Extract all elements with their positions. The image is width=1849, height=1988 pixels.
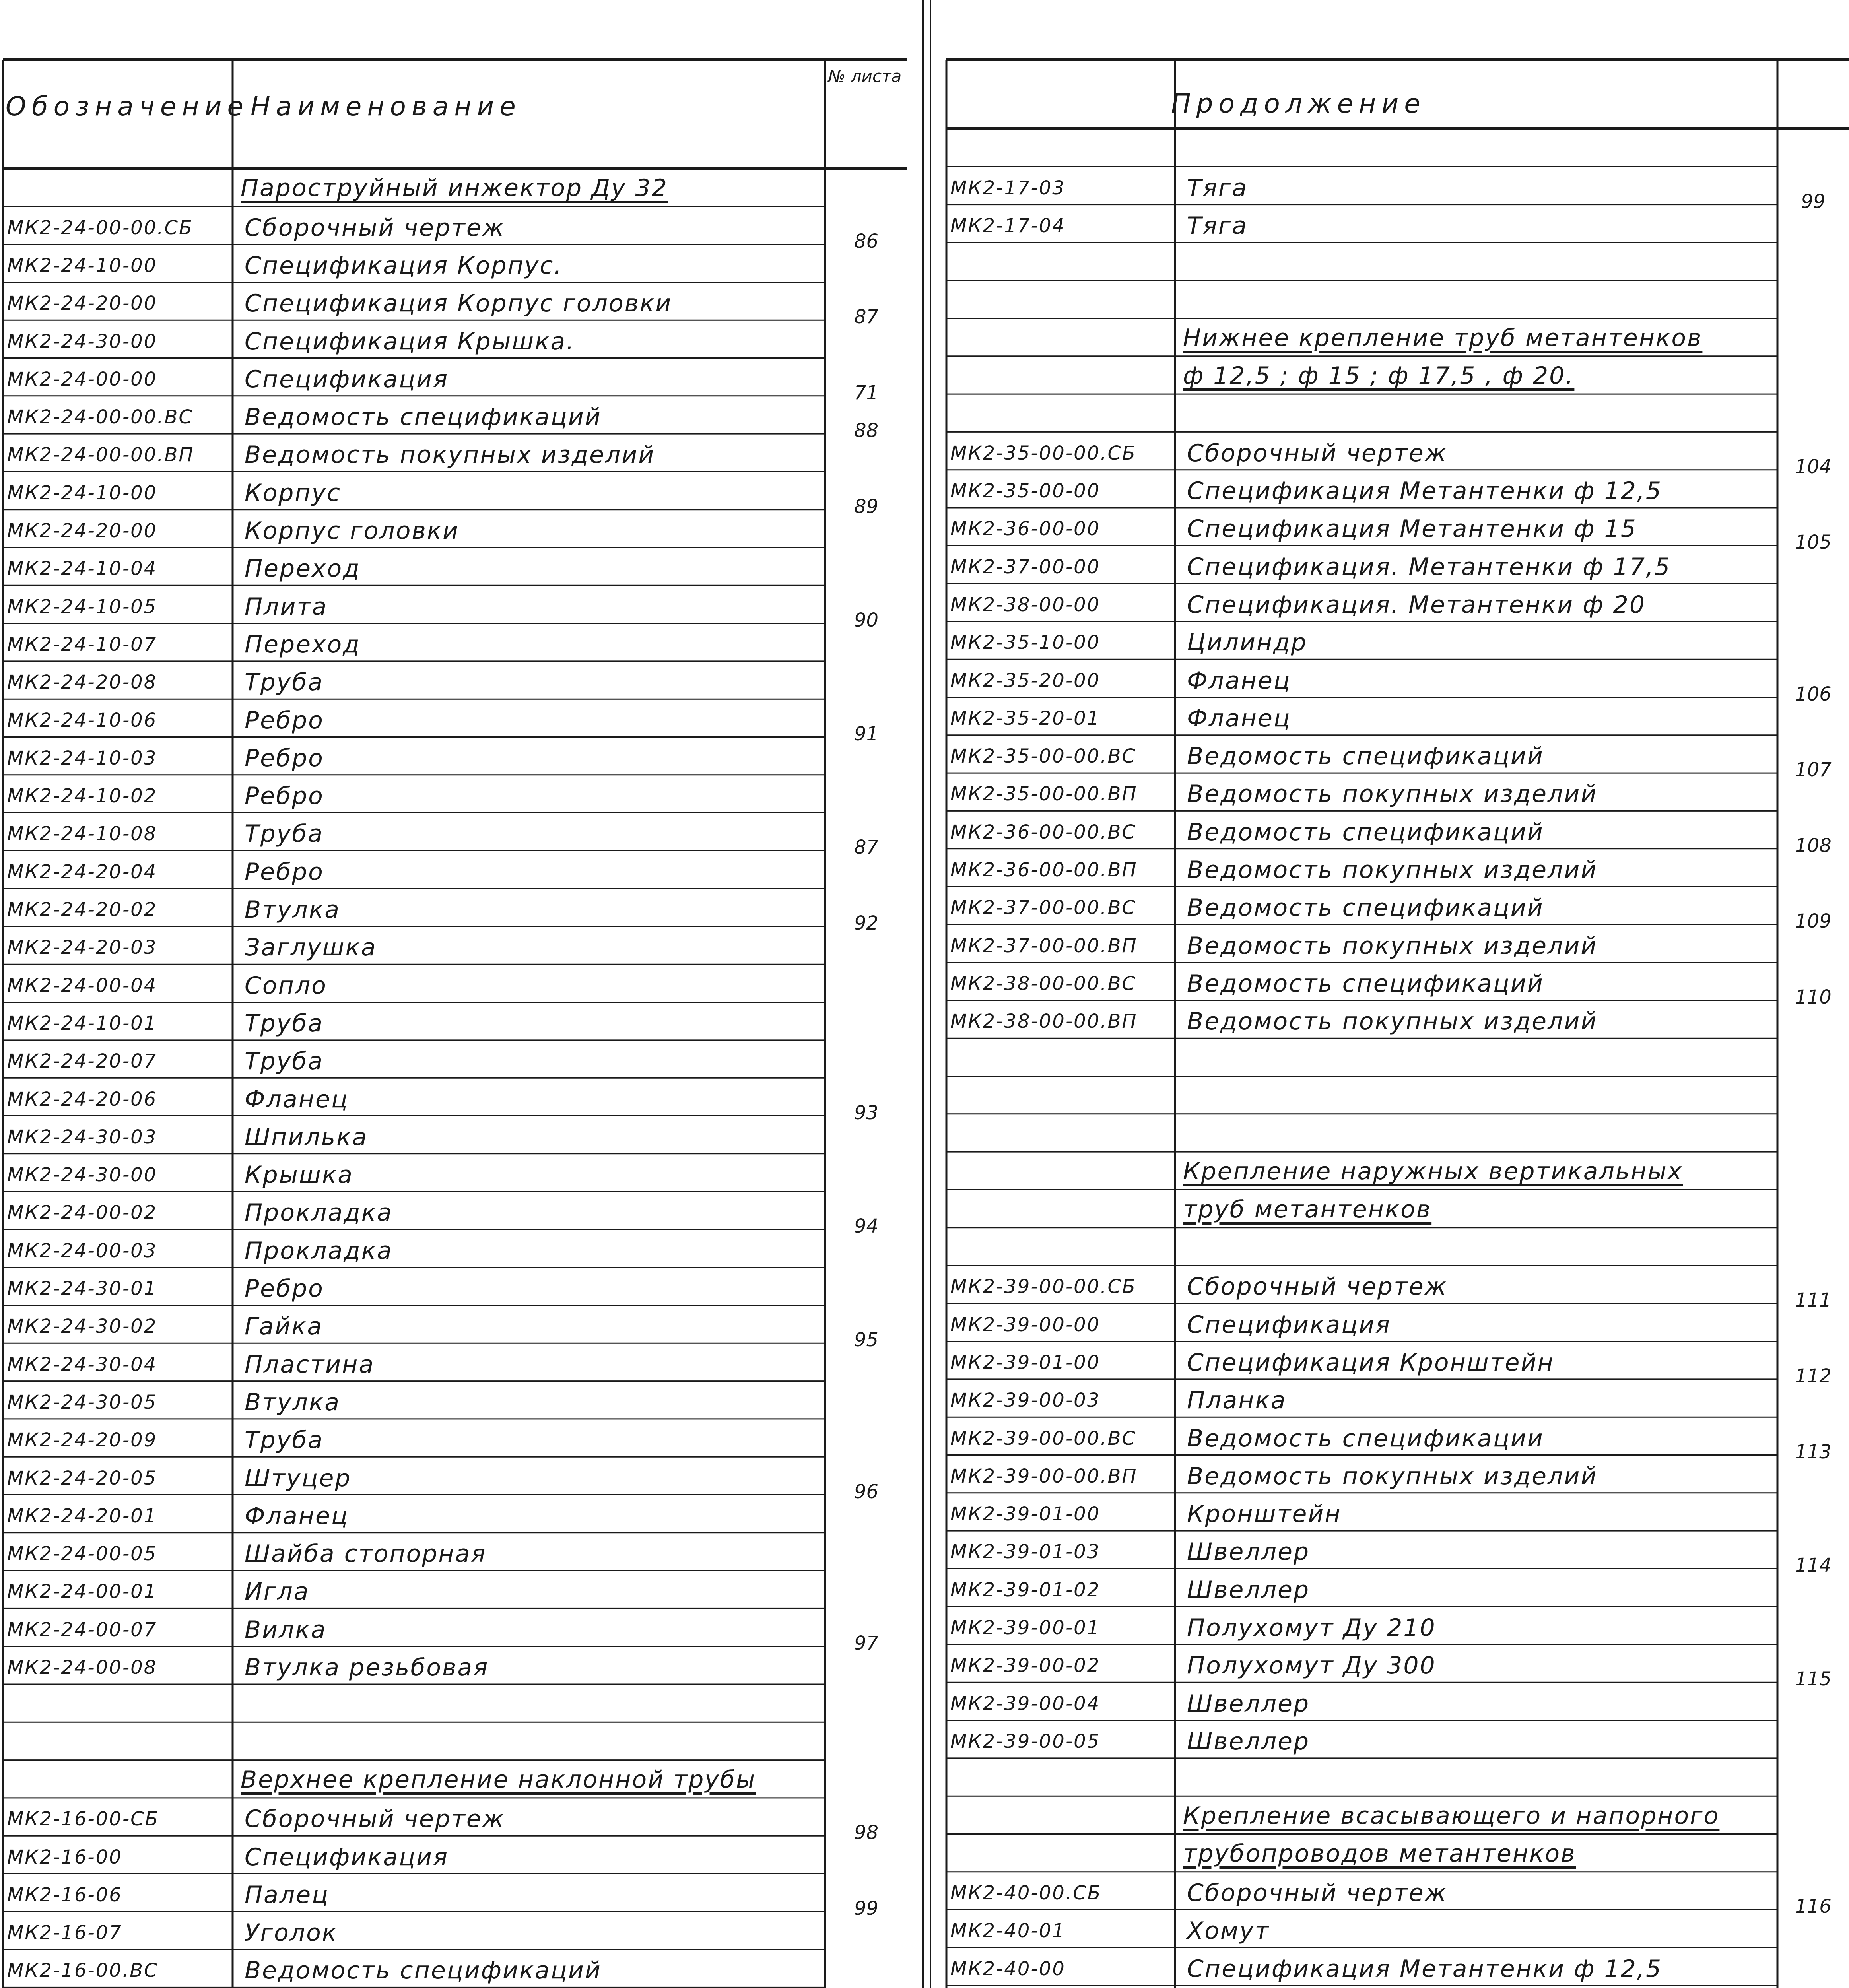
name-cell: Спецификация Кронштейн	[1187, 1348, 1554, 1376]
designation-cell: МК2-24-10-01	[7, 1012, 157, 1035]
designation-cell: МК2-24-00-05	[7, 1543, 157, 1565]
name-cell: Сборочный чертеж	[245, 1805, 505, 1833]
section-heading: трубопроводов метантенков	[1183, 1839, 1576, 1868]
section-heading: Крепление наружных вертикальных	[1183, 1157, 1683, 1186]
name-cell: Сборочный чертеж	[1187, 439, 1447, 467]
name-cell: Корпус	[245, 479, 342, 507]
designation-cell: МК2-39-00-03	[950, 1389, 1101, 1412]
name-cell: Игла	[245, 1578, 310, 1606]
name-cell: Ведомость спецификаций	[1187, 894, 1544, 922]
sheet-number-cell: 90	[854, 609, 879, 631]
sheet-number-cell: 93	[854, 1101, 879, 1124]
designation-cell: МК2-24-00-07	[7, 1618, 157, 1641]
name-cell: Сопло	[245, 971, 327, 1000]
name-cell: Крышка	[245, 1161, 353, 1189]
name-cell: Ведомость спецификации	[1187, 1424, 1544, 1452]
designation-cell: МК2-39-01-02	[950, 1578, 1101, 1601]
designation-cell: МК2-36-00-00.ВП	[950, 859, 1138, 881]
designation-cell: МК2-39-00-04	[950, 1692, 1101, 1715]
name-cell: Кронштейн	[1187, 1500, 1342, 1528]
name-cell: Уголок	[245, 1919, 338, 1947]
designation-cell: МК2-37-00-00.ВС	[950, 897, 1136, 919]
name-cell: Планка	[1187, 1386, 1287, 1415]
name-cell: Втулка	[245, 896, 340, 924]
name-cell: Втулка резьбовая	[245, 1654, 489, 1681]
designation-cell: МК2-35-00-00.ВП	[950, 783, 1138, 806]
name-cell: Спецификация Метантенки ф 12,5	[1187, 477, 1663, 505]
name-cell: Ведомость спецификаций	[245, 1957, 602, 1985]
designation-cell: МК2-24-10-05	[7, 595, 157, 618]
name-cell: Швеллер	[1187, 1727, 1310, 1755]
designation-cell: МК2-24-20-00	[7, 520, 157, 542]
designation-cell: МК2-35-20-01	[950, 707, 1101, 730]
designation-cell: МК2-24-10-00	[7, 481, 157, 504]
designation-cell: МК2-24-30-05	[7, 1391, 157, 1413]
name-cell: Фланец	[1187, 704, 1291, 732]
designation-cell: МК2-35-10-00	[950, 631, 1101, 654]
sheet-number-cell: 98	[854, 1821, 879, 1844]
designation-cell: МК2-36-00-00	[950, 518, 1101, 540]
sheet-number-cell: 107	[1795, 759, 1832, 781]
name-cell: Ведомость спецификаций	[1187, 818, 1544, 846]
designation-cell: МК2-40-00.СБ	[950, 1882, 1102, 1905]
name-cell: Спецификация	[1187, 1310, 1391, 1339]
designation-cell: МК2-24-30-02	[7, 1315, 157, 1338]
designation-cell: МК2-24-00-00.СБ	[7, 216, 193, 239]
name-cell: Пластина	[245, 1350, 375, 1378]
sheet-number-cell: 99	[1801, 190, 1826, 213]
designation-cell: МК2-24-20-01	[7, 1505, 157, 1527]
designation-cell: МК2-16-00.ВС	[7, 1959, 159, 1982]
name-cell: Ведомость покупных изделий	[1187, 1008, 1598, 1036]
designation-cell: МК2-24-10-06	[7, 709, 157, 732]
name-cell: Швеллер	[1187, 1538, 1310, 1566]
name-cell: Спецификация	[245, 365, 449, 393]
designation-cell: МК2-24-00-03	[7, 1239, 157, 1262]
sheet-number-cell: 106	[1795, 683, 1832, 705]
designation-cell: МК2-17-03	[950, 177, 1066, 199]
name-cell: Переход	[245, 630, 361, 658]
sheet-number-cell: 110	[1795, 986, 1832, 1008]
sheet-number-cell: 86	[854, 230, 879, 252]
designation-cell: МК2-39-00-00.СБ	[950, 1276, 1136, 1298]
designation-cell: МК2-24-00-01	[7, 1580, 157, 1603]
designation-cell: МК2-39-00-02	[950, 1654, 1101, 1677]
name-cell: Спецификация. Метантенки ф 20	[1187, 590, 1646, 619]
designation-cell: МК2-24-30-00	[7, 330, 157, 353]
name-cell: Корпус головки	[245, 517, 460, 545]
designation-cell: МК2-39-00-00.ВП	[950, 1465, 1138, 1487]
section-heading: Верхнее крепление наклонной трубы	[241, 1765, 756, 1794]
name-cell: Труба	[245, 668, 324, 697]
name-cell: Сборочный чертеж	[245, 214, 505, 242]
name-cell: Гайка	[245, 1312, 323, 1341]
name-cell: Ведомость покупных изделий	[245, 441, 655, 469]
name-cell: Плита	[245, 592, 328, 621]
sheet-number-cell: 112	[1795, 1365, 1832, 1387]
designation-cell: МК2-39-01-03	[950, 1541, 1101, 1563]
designation-cell: МК2-24-20-05	[7, 1467, 157, 1489]
designation-cell: МК2-24-20-06	[7, 1088, 157, 1110]
name-cell: Палец	[245, 1881, 329, 1909]
designation-cell: МК2-24-00-00.ВП	[7, 444, 194, 466]
designation-cell: МК2-39-00-00	[950, 1313, 1101, 1336]
name-cell: Тяга	[1187, 174, 1248, 202]
designation-cell: МК2-24-20-09	[7, 1429, 157, 1452]
name-cell: Спецификация Крышка.	[245, 327, 575, 355]
designation-cell: МК2-24-30-01	[7, 1277, 157, 1300]
sheet-number-cell: 89	[854, 495, 879, 518]
name-cell: Спецификация	[245, 1843, 449, 1871]
sheet-number-cell: 113	[1795, 1441, 1832, 1463]
designation-cell: МК2-38-00-00.ВП	[950, 1010, 1138, 1033]
designation-cell: МК2-24-00-08	[7, 1656, 157, 1679]
designation-cell: МК2-24-10-03	[7, 747, 157, 769]
sheet-number-cell: 111	[1795, 1289, 1832, 1312]
sheet-number-cell: 115	[1795, 1668, 1832, 1691]
sheet-number-cell: 87	[854, 306, 879, 328]
name-cell: Швеллер	[1187, 1576, 1310, 1604]
name-cell: Ведомость покупных изделий	[1187, 856, 1598, 884]
name-cell: Фланец	[1187, 666, 1291, 695]
name-cell: Цилиндр	[1187, 629, 1307, 657]
name-cell: Спецификация Корпус головки	[245, 289, 672, 318]
designation-cell: МК2-16-00-СБ	[7, 1808, 159, 1831]
designation-cell: МК2-35-00-00.СБ	[950, 442, 1136, 464]
designation-cell: МК2-38-00-00	[950, 593, 1101, 616]
designation-cell: МК2-35-00-00.ВС	[950, 745, 1136, 768]
name-cell: Шпилька	[245, 1123, 368, 1151]
name-cell: Труба	[245, 1426, 324, 1454]
sheet-number-cell: 105	[1795, 531, 1832, 554]
designation-cell: МК2-40-00	[950, 1957, 1066, 1980]
name-cell: Переход	[245, 555, 361, 583]
header-continuation: Продолжение	[1171, 88, 1426, 119]
sheet-number-cell: 96	[854, 1480, 879, 1503]
name-cell: Спецификация Метантенки ф 15	[1187, 515, 1637, 543]
name-cell: Сборочный чертеж	[1187, 1879, 1447, 1907]
designation-cell: МК2-24-10-02	[7, 785, 157, 808]
designation-cell: МК2-40-01	[950, 1920, 1066, 1942]
name-cell: Заглушка	[245, 934, 377, 962]
name-cell: Шайба стопорная	[245, 1540, 487, 1568]
name-cell: Ребро	[245, 782, 324, 810]
designation-cell: МК2-37-00-00.ВП	[950, 934, 1138, 957]
name-cell: Ребро	[245, 858, 324, 886]
name-cell: Штуцер	[245, 1464, 352, 1492]
designation-cell: МК2-24-20-08	[7, 671, 157, 694]
designation-cell: МК2-39-01-00	[950, 1503, 1101, 1526]
name-cell: Спецификация Метантенки ф 12,5	[1187, 1955, 1663, 1983]
name-cell: Прокладка	[245, 1199, 393, 1227]
designation-cell: МК2-38-00-00.ВС	[950, 972, 1136, 995]
designation-cell: МК2-24-00-00	[7, 368, 157, 390]
name-cell: Ведомость покупных изделий	[1187, 1462, 1598, 1490]
name-cell: Прокладка	[245, 1237, 393, 1265]
sheet-number-cell: 114	[1795, 1554, 1832, 1577]
name-cell: Полухомут Ду 210	[1187, 1614, 1436, 1642]
sheet-number-cell: 116	[1795, 1895, 1832, 1918]
section-heading: Нижнее крепление труб метантенков	[1183, 324, 1703, 352]
designation-cell: МК2-16-06	[7, 1883, 122, 1906]
sheet-number-cell: 88	[854, 419, 879, 442]
name-cell: Ребро	[245, 706, 324, 734]
name-cell: Труба	[245, 820, 324, 848]
sheet-number-cell: 104	[1795, 455, 1832, 478]
section-heading: ф 12,5 ; ф 15 ; ф 17,5 , ф 20.	[1183, 362, 1575, 390]
designation-cell: МК2-16-00	[7, 1846, 122, 1868]
section-heading: Крепление всасывающего и напорного	[1183, 1802, 1720, 1830]
designation-cell: МК2-17-04	[950, 214, 1066, 237]
designation-cell: МК2-35-00-00	[950, 480, 1101, 502]
name-cell: Ведомость покупных изделий	[1187, 932, 1598, 960]
name-cell: Ведомость спецификаций	[1187, 742, 1544, 771]
designation-cell: МК2-24-10-07	[7, 633, 157, 656]
designation-cell: МК2-39-00-01	[950, 1617, 1101, 1639]
designation-cell: МК2-24-00-00.ВС	[7, 406, 193, 429]
name-cell: Втулка	[245, 1388, 340, 1416]
sheet-number-cell: 97	[854, 1632, 879, 1654]
designation-cell: МК2-35-20-00	[950, 669, 1101, 692]
name-cell: Фланец	[245, 1085, 349, 1113]
designation-cell: МК2-24-20-07	[7, 1050, 157, 1073]
name-cell: Ребро	[245, 1275, 324, 1303]
designation-cell: МК2-24-30-04	[7, 1353, 157, 1376]
designation-cell: МК2-16-07	[7, 1922, 122, 1944]
section-heading: Пароструйный инжектор Ду 32	[241, 174, 668, 202]
sheet-number-cell: 108	[1795, 834, 1832, 857]
designation-cell: МК2-24-10-00	[7, 254, 157, 277]
designation-cell: МК2-37-00-00	[950, 555, 1101, 578]
sheet-number-cell: 99	[854, 1897, 879, 1920]
designation-cell: МК2-24-20-03	[7, 936, 157, 959]
designation-cell: МК2-24-20-04	[7, 860, 157, 883]
designation-cell: МК2-24-30-03	[7, 1126, 157, 1148]
designation-cell: МК2-24-20-00	[7, 292, 157, 315]
sheet-number-cell: 71	[854, 381, 879, 404]
name-cell: Швеллер	[1187, 1689, 1310, 1718]
designation-cell: МК2-24-10-08	[7, 823, 157, 845]
designation-cell: МК2-24-00-02	[7, 1202, 157, 1224]
name-cell: Ведомость спецификаций	[1187, 969, 1544, 998]
name-cell: Ребро	[245, 744, 324, 772]
designation-cell: МК2-24-20-02	[7, 899, 157, 921]
sheet-number-cell: 94	[854, 1215, 879, 1238]
name-cell: Вилка	[245, 1615, 327, 1644]
name-cell: Хомут	[1187, 1917, 1270, 1945]
sheet-number-cell: 87	[854, 836, 879, 859]
sheet-number-cell: 92	[854, 912, 879, 934]
designation-cell: МК2-24-00-04	[7, 974, 157, 997]
header-designation: Обозначение	[6, 91, 249, 122]
name-cell: Полухомут Ду 300	[1187, 1652, 1436, 1680]
designation-cell: МК2-24-30-00	[7, 1164, 157, 1186]
designation-cell: МК2-39-00-00.ВС	[950, 1427, 1136, 1450]
sheet-number-cell: 91	[854, 722, 879, 745]
name-cell: Ведомость спецификаций	[245, 403, 602, 431]
name-cell: Ведомость покупных изделий	[1187, 780, 1598, 808]
designation-cell: МК2-24-10-04	[7, 557, 157, 580]
name-cell: Труба	[245, 1009, 324, 1037]
name-cell: Фланец	[245, 1502, 349, 1530]
sheet-number-cell: 109	[1795, 910, 1832, 933]
name-cell: Сборочный чертеж	[1187, 1273, 1447, 1301]
name-cell: Тяга	[1187, 212, 1248, 240]
header-sheet-no: № листа	[828, 66, 902, 86]
sheet-number-cell: 95	[854, 1329, 879, 1351]
designation-cell: МК2-36-00-00.ВС	[950, 821, 1136, 843]
header-name: Наименование	[251, 91, 521, 122]
designation-cell: МК2-39-00-05	[950, 1730, 1101, 1753]
section-heading: труб метантенков	[1183, 1195, 1432, 1223]
name-cell: Труба	[245, 1047, 324, 1076]
name-cell: Спецификация Корпус.	[245, 251, 563, 280]
name-cell: Спецификация. Метантенки ф 17,5	[1187, 553, 1671, 581]
designation-cell: МК2-39-01-00	[950, 1351, 1101, 1374]
